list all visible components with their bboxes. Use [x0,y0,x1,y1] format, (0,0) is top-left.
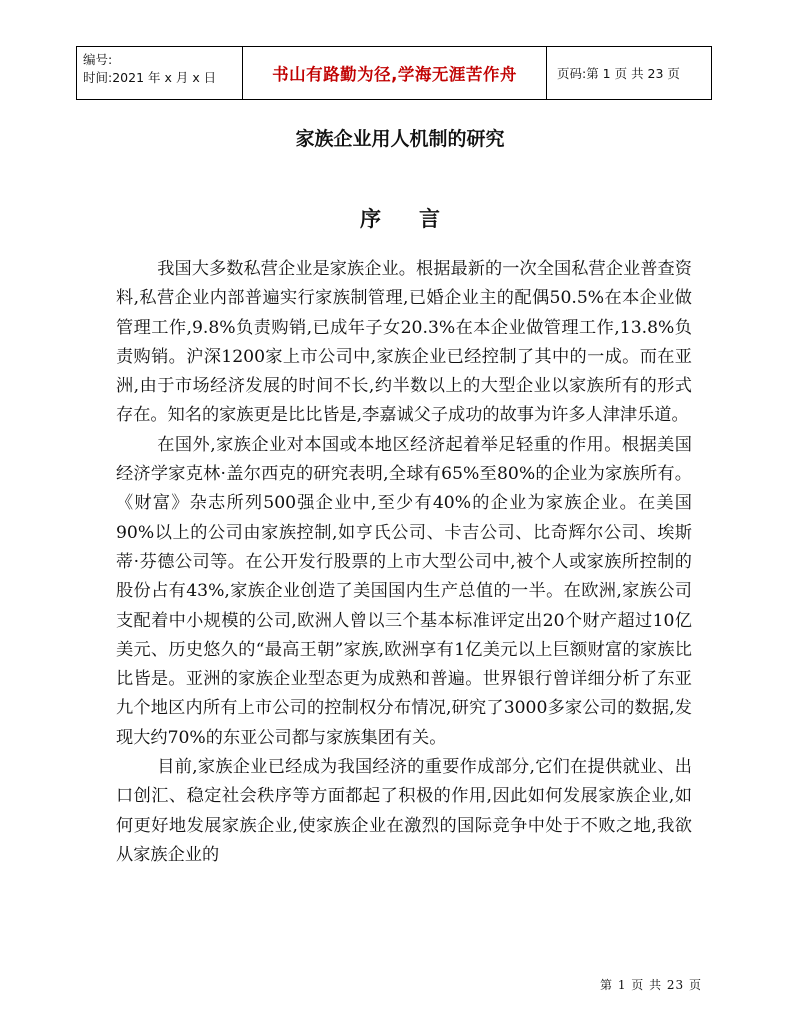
section-title: 序言 [360,207,478,231]
paragraph: 在国外,家族企业对本国或本地区经济起着举足轻重的作用。根据美国经济学家克林·盖尔西克的研究表明,全球有65%至80%的企业为家族所有。《财富》杂志所列500强企业中,至少有40%的企业为家族企业。在美国90%以上的公司由家族控制,如亨氏公司、卡吉公司、比奇辉尔公司、埃斯蒂·芬德公司等。在公开发行股票的上市大型公司中,被个人或家族所控制的股份占有43%,家族企业创造了美国国内生产总值的一半。在欧洲,家族公司支配着中小规模的公司,欧洲人曾以三个基本标准评定出20个财产超过10亿美元、历史悠久的“最高王朝”家族,欧洲享有1亿美元以上巨额财富的家族比比皆是。亚洲的家族企业型态更为成熟和普遍。世界银行曾详细分析了东亚九个地区内所有上市公司的控制权分布情况,研究了3000多家公司的数据,发现大约70%的东亚公司都与家族集团有关。 [116,434,692,748]
page-header [76,46,712,100]
document-title: 家族企业用人机制的研究 [295,128,505,150]
header-motto: 书山有路勤为径,学海无涯苦作舟 [243,47,547,99]
header-meta [77,47,243,99]
document-body [116,255,692,870]
paragraph: 目前,家族企业已经成为我国经济的重要作成部分,它们在提供就业、出口创汇、稳定社会秩序等方面都起了积极的作用,因此如何发展家族企业,如何更好地发展家族企业,使家族企业在激烈的国际竞争中处于不败之地,我欲从家族企业的 [116,757,692,865]
header-page-label: 页码:第 1 页 共 23 页 [557,66,680,81]
serial-label: 编号: [83,52,113,67]
paragraph: 我国大多数私营企业是家族企业。根据最新的一次全国私营企业普查资料,私营企业内部普遍实行家族制管理,已婚企业主的配偶50.5%在本企业做管理工作,9.8%负责购销,已成年子女20.3%在本企业做管理工作,13.8%负责购销。沪深1200家上市公司中,家族企业已经控制了其中的一成。而在亚洲,由于市场经济发展的时间不长,约半数以上的大型企业以家族所有的形式存在。知名的家族更是比比皆是,李嘉诚父子成功的故事为许多人津津乐道。 [116,259,692,426]
date-label: 时间:2021 年 x 月 x 日 [83,70,217,85]
page-footer: 第 1 页 共 23 页 [600,978,702,992]
